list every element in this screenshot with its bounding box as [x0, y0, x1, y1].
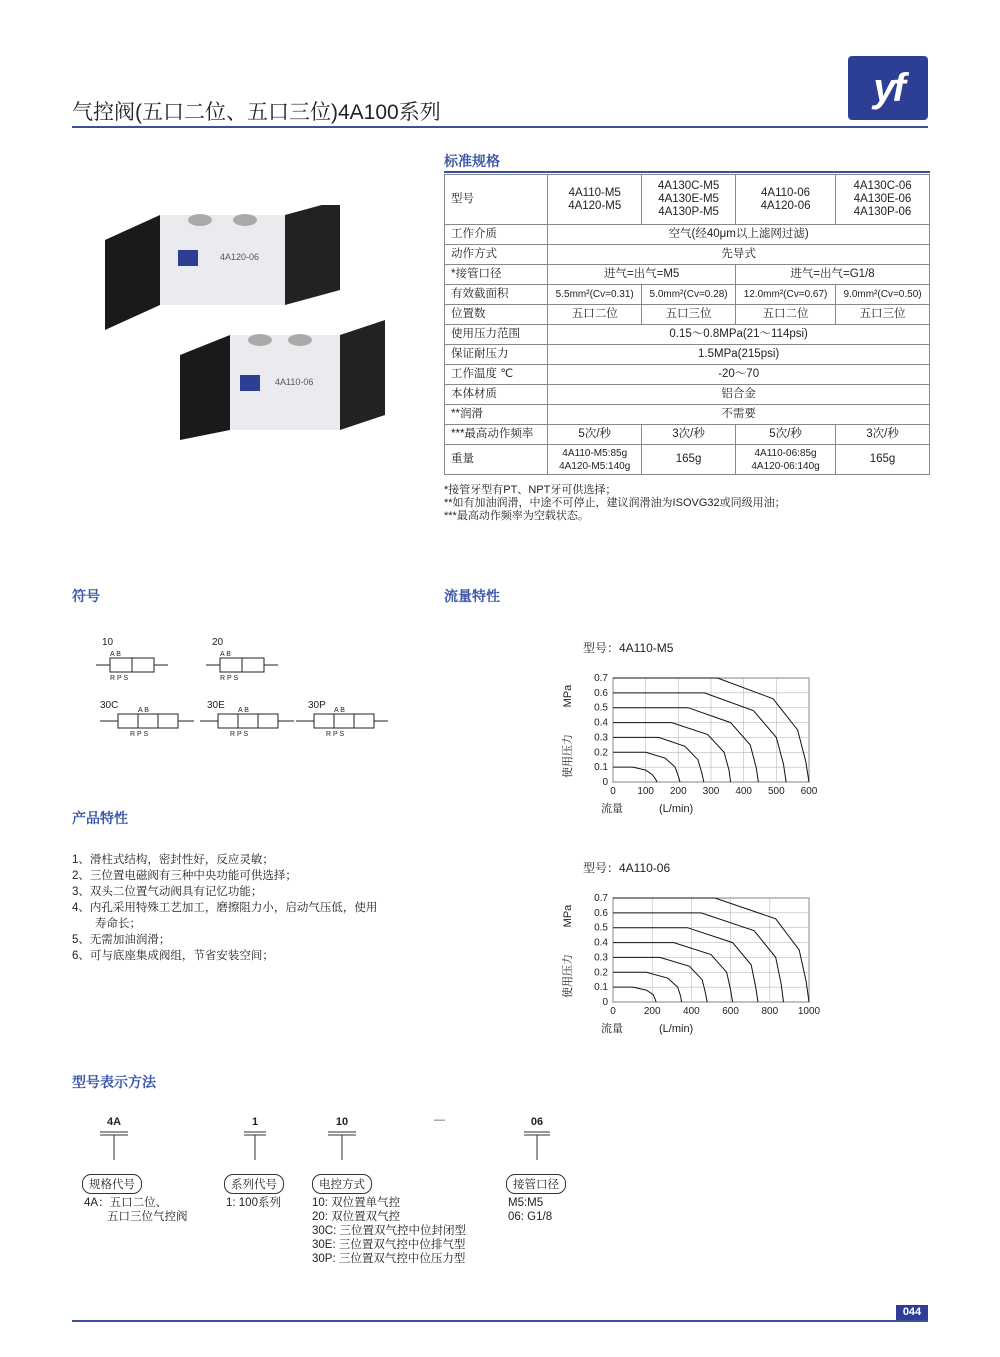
x-tick-label: 0 — [610, 786, 616, 797]
brand-logo: yf — [848, 56, 928, 120]
table-row: ***最高动作频率 5次/秒 3次/秒 5次/秒 3次/秒 — [445, 425, 930, 445]
table-row: 有效截面积 5.5mm²(Cv=0.31) 5.0mm²(Cv=0.28) 12.0mm²(Cv=0.67) 9.0mm²(Cv=0.50) — [445, 285, 930, 305]
symbol-label: 20 — [212, 637, 224, 648]
svg-text:R P S: R P S — [220, 675, 239, 682]
y-tick-label: 0.3 — [594, 952, 608, 964]
x-tick-label: 500 — [767, 786, 785, 797]
symbol-label: 30P — [308, 700, 326, 711]
y-tick-label: 0.6 — [594, 687, 608, 699]
flow-chart-m5 — [555, 638, 845, 823]
svg-text:A B: A B — [138, 707, 149, 714]
table-row: 保证耐压力 1.5MPa(215psi) — [445, 345, 930, 365]
model-dash: — — [434, 1114, 445, 1126]
table-row: 工作介质 空气(经40μm以上滤网过滤) — [445, 225, 930, 245]
model-code: 06 — [530, 1116, 544, 1128]
list-item: 3、双头二位置气动阀具有记忆功能； — [72, 886, 263, 898]
model-box-port: 接管口径 — [506, 1174, 566, 1194]
series-line — [613, 708, 758, 782]
symbol-label: 30E — [207, 700, 225, 711]
x-tick-label: 600 — [800, 786, 818, 797]
y-unit-label: MPa — [562, 684, 574, 708]
svg-text:R P S: R P S — [130, 731, 149, 738]
y-tick-label: 0.2 — [594, 747, 608, 759]
model-code: 1 — [251, 1116, 259, 1128]
product-image — [100, 205, 400, 445]
table-row: *接管口径 进气=出气=M5 进气=出气=G1/8 — [445, 265, 930, 285]
y-tick-label: 0.7 — [594, 893, 608, 904]
list-item: 4、内孔采用特殊工艺加工，磨擦阻力小，启动气压低，使用 — [72, 902, 378, 914]
series-line — [613, 898, 809, 1002]
x-tick-label: 600 — [722, 1006, 739, 1017]
x-unit-label: (L/min) — [659, 803, 694, 815]
spec-divider — [444, 171, 930, 173]
svg-text:R P S: R P S — [230, 731, 249, 738]
valve-top — [105, 205, 340, 330]
plot-frame — [613, 898, 809, 1002]
svg-text:A B: A B — [334, 707, 345, 714]
flow-chart-06 — [555, 858, 845, 1043]
y-unit-label: MPa — [562, 904, 574, 928]
model-code: 10 — [335, 1116, 349, 1128]
series-line — [613, 987, 656, 1002]
chart-title: 型号：4A110-M5 — [583, 641, 674, 655]
section-flow: 流量特性 — [444, 588, 500, 604]
svg-text:A B: A B — [238, 707, 249, 714]
model-desc-port: M5:M5 06: G1/8 — [508, 1197, 553, 1223]
y-axis-label: 使用压力 — [562, 734, 574, 778]
y-tick-label: 0.2 — [594, 967, 608, 979]
model-box-control: 电控方式 — [312, 1174, 372, 1194]
model-desc-series: 1: 100系列 — [226, 1197, 281, 1209]
series-line — [613, 767, 657, 782]
spec-table: 型号 4A110-M5 4A120-M5 4A130C-M5 4A130E-M5 4A130P-M5 4A110-06 4A120-06 4A130C-06 4A130E-06 4A130P-06 工作介质 空气(经40μm以上滤网过滤) 动作方式 先导式 *接管口径 进气=出气=M5 进气=出气=G1/8 有效截面积 5.5mm²(Cv=0.31) 5.0mm²(Cv=0.28) 12.0mm²(Cv=0.67) 9.0mm²(Cv=0.50) 位置数 五口二位 五口三位 五口二位 五口三位 使用压力范围 0.15～0.8MPa(21～114psi) 保证耐压力 1.5MPa(215psi) 工作温度 ℃ -20～70 本体材质 铝合金 **润滑 不需要 ***最高动作频率 5次/秒 3次/秒 5次/秒 3次/秒 重量 4A110-M5:85g 4A120-M5:140g 165g 4A110-06:85g 4A120-06:140g 165g — [444, 174, 930, 475]
y-tick-label: 0.1 — [594, 982, 608, 994]
chart-title: 型号：4A110-06 — [583, 861, 671, 875]
y-tick-label: 0.6 — [594, 907, 608, 919]
section-model: 型号表示方法 — [72, 1074, 156, 1090]
valve-bottom — [180, 320, 385, 440]
model-box-spec: 规格代号 — [82, 1174, 142, 1194]
x-unit-label: (L/min) — [659, 1023, 694, 1035]
model-desc-spec: 4A：五口二位、 五口三位气控阀 — [84, 1197, 188, 1223]
table-row: 动作方式 先导式 — [445, 245, 930, 265]
svg-text:A B: A B — [110, 651, 121, 658]
table-row: 工作温度 ℃ -20～70 — [445, 365, 930, 385]
y-tick-label: 0.5 — [594, 702, 608, 714]
spec-notes: *接管牙型有PT、NPT牙可供选择； **如有加油润滑，中途不可停止，建议润滑油为ISOVG32或同级用油； ***最高动作频率为空载状态。 — [444, 484, 786, 522]
svg-text:4A120-06: 4A120-06 — [220, 252, 260, 262]
x-tick-label: 100 — [637, 786, 655, 797]
valve-symbols — [90, 632, 390, 742]
x-tick-label: 200 — [669, 786, 687, 797]
x-tick-label: 200 — [643, 1006, 661, 1017]
page-number: 044 — [896, 1305, 928, 1320]
svg-text:R P S: R P S — [110, 675, 129, 682]
table-row: 位置数 五口二位 五口三位 五口二位 五口三位 — [445, 305, 930, 325]
list-item: 2、三位置电磁阀有三种中央功能可供选择； — [72, 870, 297, 882]
y-tick-label: 0 — [602, 777, 608, 788]
section-symbol: 符号 — [72, 588, 100, 604]
table-row: 本体材质 铝合金 — [445, 385, 930, 405]
y-tick-label: 0 — [602, 997, 608, 1008]
x-tick-label: 400 — [735, 786, 753, 797]
y-tick-label: 0.5 — [594, 922, 608, 934]
x-tick-label: 1000 — [797, 1006, 821, 1017]
footer-divider — [72, 1320, 928, 1322]
svg-text:4A110-06: 4A110-06 — [275, 377, 314, 387]
features-list — [72, 852, 377, 964]
section-spec: 标准规格 — [444, 153, 500, 169]
x-axis-label: 流量 — [601, 1023, 623, 1035]
svg-text:R P S: R P S — [326, 731, 345, 738]
y-tick-label: 0.4 — [594, 717, 608, 729]
svg-text:A B: A B — [220, 651, 231, 658]
x-tick-label: 300 — [702, 786, 720, 797]
symbol-label: 10 — [102, 637, 114, 648]
series-line — [613, 957, 707, 1002]
model-code: 4A — [106, 1116, 122, 1128]
list-item: 寿命长； — [72, 918, 141, 930]
x-tick-label: 0 — [610, 1006, 616, 1017]
y-tick-label: 0.4 — [594, 937, 608, 949]
x-tick-label: 800 — [761, 1006, 779, 1017]
spec-header-label: 型号 — [445, 175, 548, 225]
symbol-label: 30C — [100, 700, 119, 711]
y-tick-label: 0.7 — [594, 673, 608, 684]
list-item: 6、可与底座集成阀组，节省安装空间； — [72, 950, 274, 962]
x-axis-label: 流量 — [601, 803, 623, 815]
page-title: 气控阀(五口二位、五口三位)4A100系列 — [72, 101, 441, 124]
model-box-series: 系列代号 — [224, 1174, 284, 1194]
section-features: 产品特性 — [72, 810, 128, 826]
series-line — [613, 737, 704, 782]
table-row: **润滑 不需要 — [445, 405, 930, 425]
x-tick-label: 400 — [683, 1006, 700, 1017]
list-item: 1、滑柱式结构，密封性好，反应灵敏； — [72, 854, 274, 866]
header-divider — [72, 126, 928, 128]
y-tick-label: 0.3 — [594, 732, 608, 744]
y-tick-label: 0.1 — [594, 762, 608, 774]
table-row: 重量 4A110-M5:85g 4A120-M5:140g 165g 4A110-06:85g 4A120-06:140g 165g — [445, 445, 930, 475]
list-item: 5、无需加油润滑； — [72, 934, 171, 946]
y-axis-label: 使用压力 — [562, 954, 574, 998]
table-row: 使用压力范围 0.15～0.8MPa(21～114psi) — [445, 325, 930, 345]
model-desc-control: 10: 双位置单气控 20: 双位置双气控 30C: 三位置双气控中位封闭型 30E: 三位置双气控中位排气型 30P: 三位置双气控中位压力型 — [312, 1197, 466, 1265]
